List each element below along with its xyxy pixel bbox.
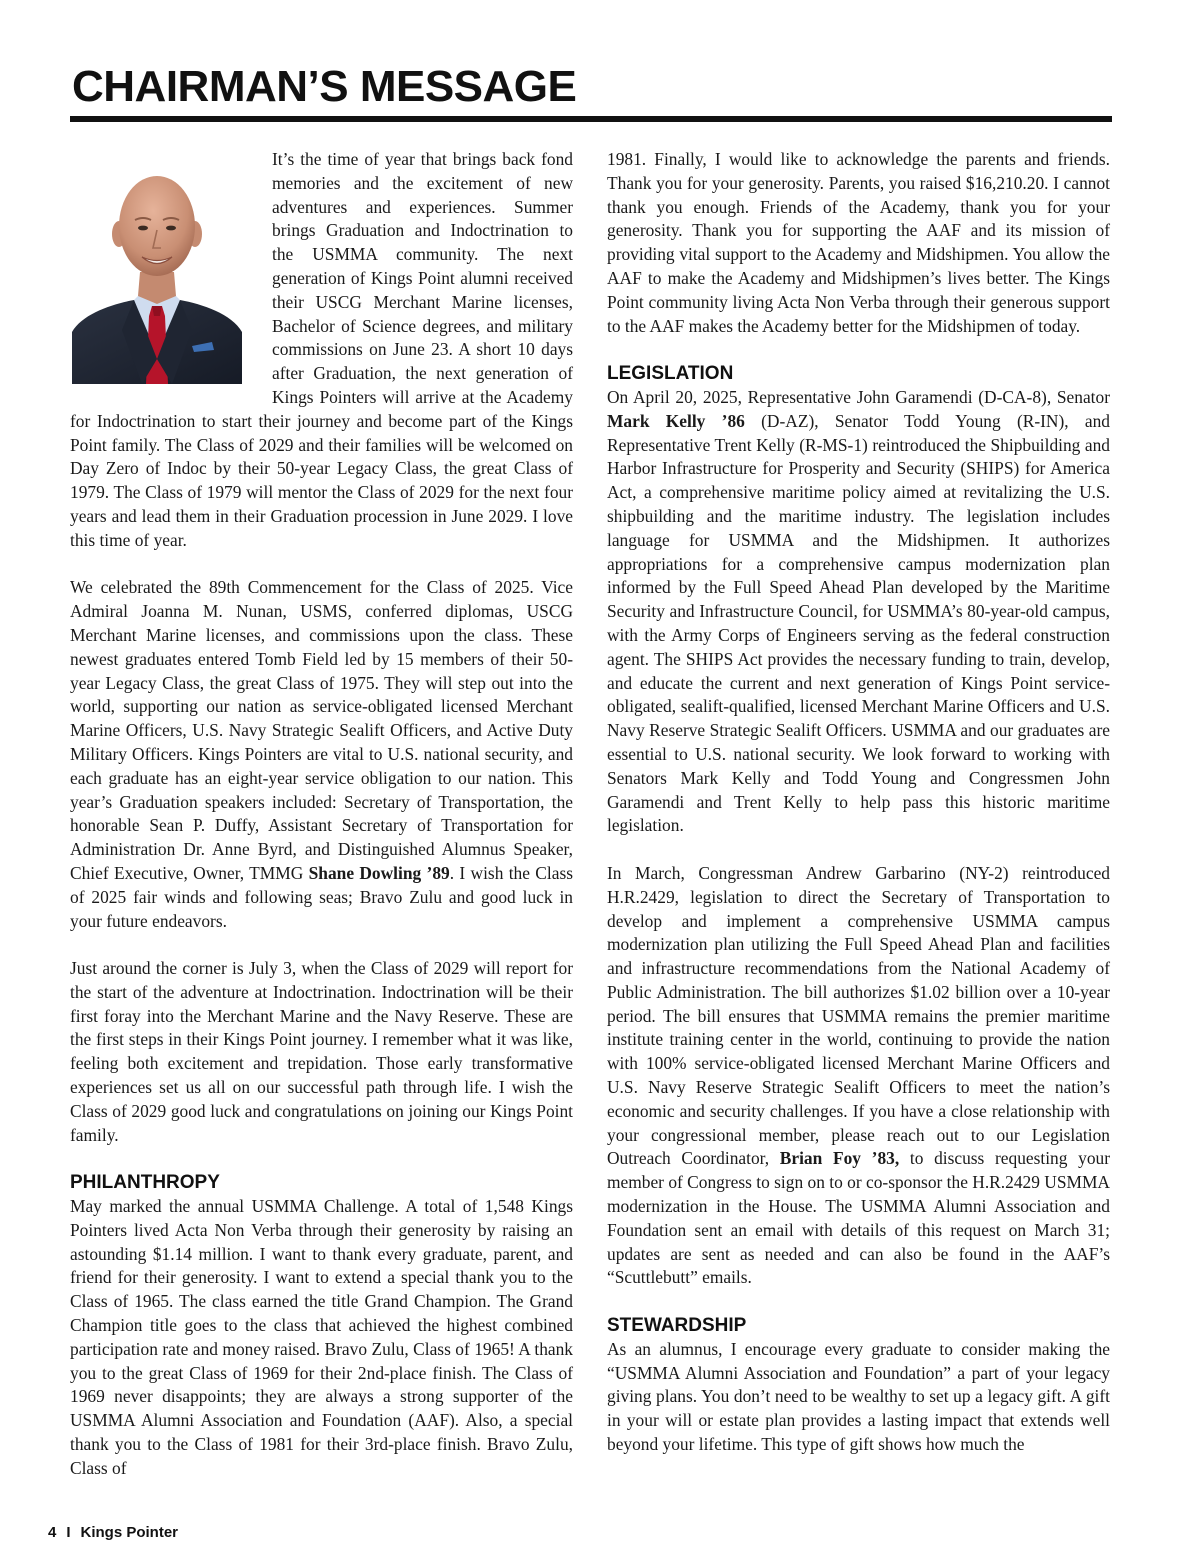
- legislation-senator: Mark Kelly ’86: [607, 410, 745, 431]
- commencement-text: We celebrated the 89th Commencement for the Class of 2025. Vice Admiral Joanna M. Nunan, USMS, conferred diplomas, USCG Merchant Marine licenses, and commissions upon the class. These newest graduates entered Tomb Field led by 15 members of their 50-year Legacy Class, the great Class of 1975. They will step out into the world, supporting our nation as service-obligated licensed Merchant Marine Officers, U.S. Navy Strategic Sealift Officers, and Active Duty Military Officers. Kings Pointers are vital to U.S. national security, and each graduate has an eight-year service obligation to our nation. This year’s Graduation speakers included: Secretary of Transportation, the honorable Sean P. Duffy, Assistant Secretary of Transportation for Administration Dr. Anne Byrd, and Distinguished Alumnus Speaker, Chief Executive, Owner, TMMG: [70, 577, 573, 883]
- title-rule: [70, 116, 1112, 122]
- left-column: [70, 148, 573, 1481]
- legislation-heading: LEGISLATION: [607, 363, 734, 385]
- page-title: CHAIRMAN’S MESSAGE: [72, 62, 577, 111]
- chairman-portrait: [72, 154, 242, 384]
- philanthropy-heading: PHILANTHROPY: [70, 1172, 220, 1194]
- legislation-paragraph: [607, 386, 1110, 838]
- commencement-paragraph: [70, 576, 573, 933]
- hr2429-text-end: to discuss requesting your member of Congress to sign on to or co-sponsor the H.R.2429 USMMA modernization in the House. The USMMA Alumni Association and Foundation sent an email with details of this request on March 31; updates are sent as needed and can also be found in the AAF’s “Scuttlebutt” emails.: [607, 1148, 1110, 1288]
- hr2429-coordinator: Brian Foy ’83,: [779, 1148, 900, 1169]
- publication-name: Kings Pointer: [80, 1524, 179, 1541]
- page-footer: [48, 1524, 178, 1541]
- stewardship-heading: STEWARDSHIP: [607, 1315, 747, 1337]
- stewardship-paragraph: As an alumnus, I encourage every graduate to consider making the “USMMA Alumni Association and Foundation” a part of your legacy giving plans. You don’t need to be wealthy to set up a legacy gift. A gift in your will or estate plan provides a lasting impact that extends well beyond your lifetime. This type of gift shows how much the: [607, 1338, 1110, 1455]
- page-number: 4: [48, 1524, 57, 1541]
- legislation-text-end: (D-AZ), Senator Todd Young (R-IN), and Representative Trent Kelly (R-MS-1) reintroduced the Shipbuilding and Harbor Infrastructure for Prosperity and Security (SHIPS) for America Act, a comprehensive maritime policy aimed at revitalizing the U.S. shipbuilding and the maritime industry. The legislation includes language for USMMA and the Midshipmen. It authorizes appropriations for a comprehensive campus modernization plan informed by the Full Speed Ahead Plan developed by the Maritime Security and Infrastructure Council, for USMMA’s 80-year-old campus, with the Army Corps of Engineers serving as the federal construction agent. The SHIPS Act provides the necessary funding to train, develop, and educate the current and next generation of Kings Point service-obligated, sealift-qualified, licensed Merchant Marine Officers and U.S. Navy Reserve Strategic Sealift Officers. USMMA and our graduates are essential to U.S. national security. We look forward to working with Senators Mark Kelly and Todd Young and Congressmen John Garamendi and Trent Kelly to help pass this historic maritime legislation.: [607, 410, 1110, 836]
- philanthropy-continued-paragraph: 1981. Finally, I would like to acknowledge the parents and friends. Thank you for your generosity. Parents, you raised $16,210.20. I cannot thank you enough. Friends of the Academy, thank you for your generosity. Thank you for supporting the AAF and its mission of providing vital support to the Academy and Midshipmen. You allow the AAF to make the Academy and Midshipmen’s lives better. The Kings Point community living Acta Non Verba through their generous support to the AAF makes the Academy better for the Midshipmen of today.: [607, 149, 1110, 336]
- intro-paragraph: It’s the time of year that brings back fond memories and the excitement of new adventures and experiences. Summer brings Graduation and Indoctrination to the USMMA community. The next generation of Kings Point alumni received their USCG Merchant Marine licenses, Bachelor of Science degrees, and military commissions on June 23. A short 10 days after Graduation, the next generation of Kings Pointers will arrive at the Academy for Indoctrination to start their journey and become part of the Kings Point family. The Class of 2029 and their families will be welcomed on Day Zero of Indoc by their 50-year Legacy Class, the great Class of 1979. The Class of 1979 will mentor the Class of 2029 for the next four years and lead them in their Graduation procession in June 2029. I love this time of year.: [70, 149, 573, 550]
- hr2429-paragraph: [607, 862, 1110, 1290]
- hr2429-text: In March, Congressman Andrew Garbarino (NY-2) reintroduced H.R.2429, legislation to direct the Secretary of Transportation to develop and implement a comprehensive USMMA campus modernization plan utilizing the Full Speed Ahead Plan and facilities and infrastructure recommendations from the National Academy of Public Administration. The bill authorizes $1.02 billion over a 10-year period. The bill ensures that USMMA remains the premier maritime institute training center in the world, continuing to provide the nation with 100% service-obligated licensed Merchant Marine Officers and U.S. Navy Reserve Strategic Sealift Officers to meet the nation’s economic and security challenges. If you have a close relationship with your congressional member, please reach out to our Legislation Outreach Coordinator,: [607, 862, 1110, 1169]
- right-column: [607, 148, 1110, 1457]
- legislation-text: On April 20, 2025, Representative John Garamendi (D-CA-8), Senator: [607, 386, 1110, 407]
- indoc-paragraph: Just around the corner is July 3, when the Class of 2029 will report for the start of the adventure at Indoctrination. Indoctrination will be their first foray into the Merchant Marine and the Navy Reserve. These are the first steps in their Kings Point journey. I remember what it was like, feeling both excitement and trepidation. Those early transformative experiences set us all on our successful path through life. I wish the Class of 2029 good luck and congratulations on joining our Kings Point family.: [70, 958, 573, 1145]
- footer-separator: I: [66, 1524, 71, 1541]
- philanthropy-paragraph: May marked the annual USMMA Challenge. A total of 1,548 Kings Pointers lived Acta Non Verba through their generosity by raising an astounding $1.14 million. I want to thank every graduate, parent, and friend for their generosity. I want to extend a special thank you to the Class of 1965. The class earned the title Grand Champion. The Grand Champion title goes to the class that achieved the highest combined participation rate and money raised. Bravo Zulu, Class of 1965! A thank you to the great Class of 1969 for their 2nd-place finish. The Class of 1969 never disappoints; they are always a strong supporter of the USMMA Alumni Association and Foundation (AAF). Also, a special thank you to the Class of 1981 for their 3rd-place finish. Bravo Zulu, Class of: [70, 1196, 573, 1478]
- commencement-honoree: Shane Dowling ’89: [308, 862, 450, 883]
- commencement-text-end: . I wish the Class of 2025 fair winds and following seas; Bravo Zulu and good luck in your future endeavors.: [70, 862, 573, 931]
